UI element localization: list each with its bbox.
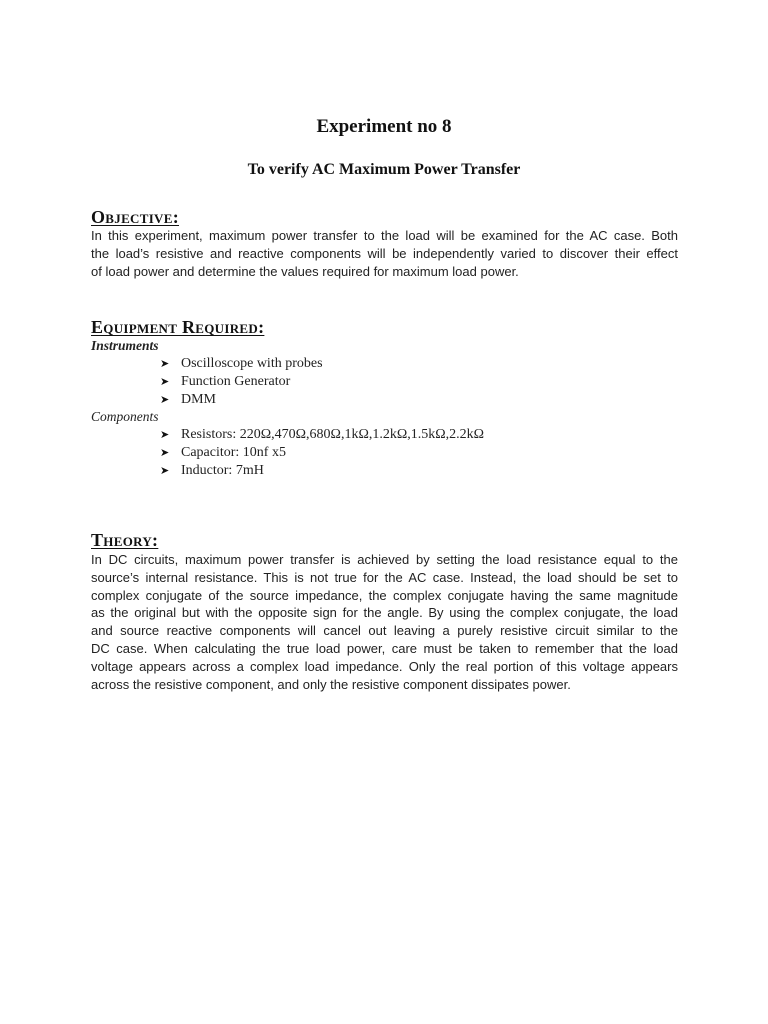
theory-line: voltage appears across a complex load impedance. Only the real portion of this voltage appears — [91, 658, 678, 674]
instruments-label: Instruments — [91, 338, 159, 353]
objective-heading: Objective: — [91, 207, 180, 227]
instruments-list — [160, 355, 323, 408]
list-item — [160, 391, 323, 409]
theory-line: In DC circuits, maximum power transfer is achieved by setting the load resistance equal to the — [91, 552, 678, 567]
theory-line: and source reactive components will cancel out leaving a purely resistive circuit similar to the — [91, 623, 678, 639]
objective-line: the load’s resistive and reactive components will be independently varied to discover their effect — [91, 245, 678, 261]
document-title: Experiment no 8 — [316, 116, 452, 137]
list-item — [160, 462, 484, 480]
equipment-heading: Equipment Required: — [91, 317, 265, 337]
theory-line: source’s internal resistance. This is not true for the AC case. Instead, the load should be set to — [91, 569, 678, 585]
list-item-text: Resistors: 220Ω,470Ω,680Ω,1kΩ,1.2kΩ,1.5kΩ,2.2kΩ — [181, 427, 485, 442]
list-item — [160, 444, 484, 462]
objective-paragraph — [91, 227, 678, 280]
arrowhead-bullet-icon: ➤ — [160, 392, 170, 406]
list-item-text: Oscilloscope with probes — [181, 356, 323, 371]
components-label: Components — [91, 409, 159, 424]
objective-line: of load power and determine the values required for maximum load power. — [91, 263, 519, 279]
arrowhead-bullet-icon: ➤ — [160, 463, 170, 477]
arrowhead-bullet-icon: ➤ — [160, 445, 170, 459]
list-item — [160, 373, 323, 391]
list-item-text: Capacitor: 10nf x5 — [181, 444, 286, 460]
objective-line: In this experiment, maximum power transfer to the load will be examined for the AC case. Both — [91, 228, 678, 243]
theory-line: DC case. When calculating the true load power, care must be taken to remember that the load — [91, 640, 678, 656]
theory-line: complex conjugate of the source impedance, the complex conjugate having the same magnitude — [91, 587, 678, 603]
arrowhead-bullet-icon: ➤ — [160, 374, 170, 388]
list-item — [160, 426, 484, 444]
arrowhead-bullet-icon: ➤ — [160, 428, 170, 441]
list-item-text: DMM — [181, 391, 217, 407]
arrowhead-bullet-icon: ➤ — [160, 357, 170, 370]
theory-paragraph — [91, 551, 678, 693]
list-item-text: Inductor: 7mH — [181, 462, 264, 478]
components-list — [160, 426, 484, 479]
list-item — [160, 355, 323, 373]
theory-heading: Theory: — [91, 530, 159, 550]
list-item-text: Function Generator — [181, 373, 291, 389]
theory-line: across the resistive component, and only the resistive component dissipates power. — [91, 676, 571, 692]
theory-line: as the original but with the opposite sign for the angle. By using the complex conjugate, the load — [91, 605, 678, 621]
document-subtitle: To verify AC Maximum Power Transfer — [247, 161, 521, 178]
